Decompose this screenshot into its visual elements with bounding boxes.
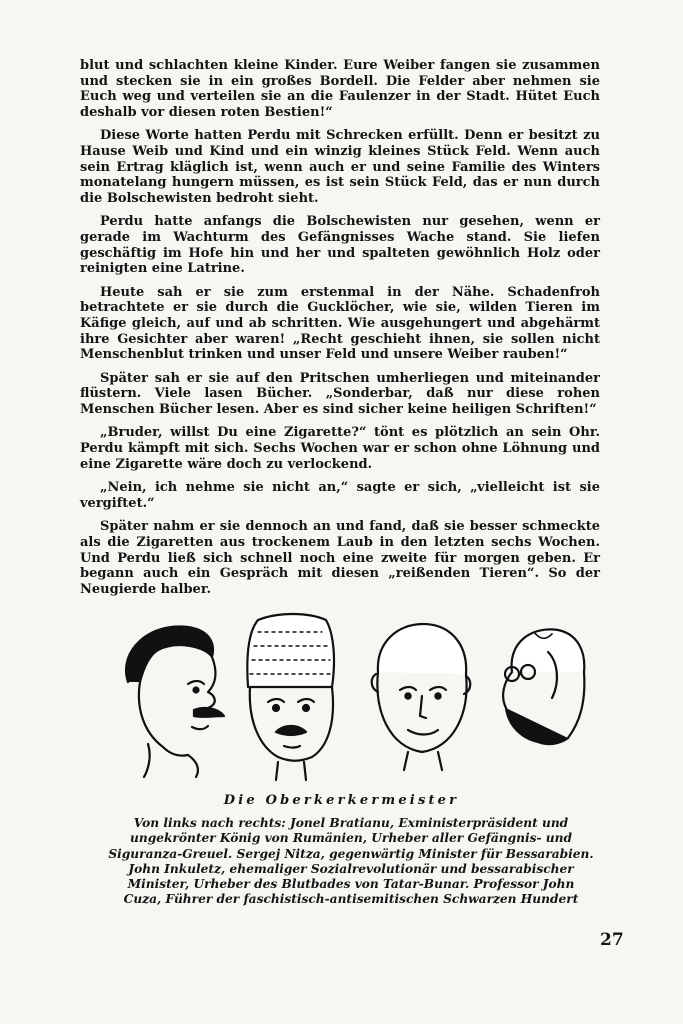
caricature-illustration <box>108 612 588 782</box>
caricature-nitza <box>247 614 334 780</box>
page-number: 27 <box>600 930 624 950</box>
caption-title: Die Oberkerkermeister <box>223 793 460 808</box>
caricature-cuza <box>503 629 584 744</box>
paragraph: Diese Worte hatten Perdu mit Schrecken erfüllt. Denn er besitzt zu Hause Weib und Kind und ein winzig kleines Stück Feld. Wenn auch sein Ertrag kläglich ist, wenn auch er und seine Familie des Winters monatelang hungern müssen, es ist sein Stück Feld, das er nun durch die Bolschewisten bedroht sieht. <box>80 128 600 206</box>
paragraph: Später sah er sie auf den Pritschen umherliegen und miteinander flüstern. Viele lasen Bücher. „Sonderbar, daß nur diese rohen Menschen Bücher lesen. Aber es sind sicher keine heiligen Schriften!“ <box>80 370 600 417</box>
paragraph: „Nein, ich nehme sie nicht an,“ sagte er sich, „vielleicht ist sie vergiftet.“ <box>80 480 600 511</box>
caricature-bratianu <box>126 626 224 777</box>
paragraph: „Bruder, willst Du eine Zigarette?“ tönt es plötzlich an sein Ohr. Perdu kämpft mit sich. Sechs Wochen war er schon ohne Löhnung und eine Zigarette wäre doch zu verlockend. <box>80 425 600 472</box>
article-body <box>80 58 600 605</box>
caption-text: Von links nach rechts: Jonel Bratianu, Exministerpräsident und ungekrönter König von Rumänien, Urheber aller Gefängnis- und Siguranza-Greuel. Sergej Nitza, gegenwärtig Minister für Bessarabien. John Inkuletz, ehemaliger Sozialrevolutionär und bessarabischer Minister, Urheber des Blutbades von Tatar-Bunar. Professor John Cuza, Führer der faschistisch-antisemitischen Schwarzen Hundert <box>108 816 594 907</box>
paragraph: Perdu hatte anfangs die Bolschewisten nur gesehen, wenn er gerade im Wachturm des Gefängnisses Wache stand. Sie liefen geschäftig im Hofe hin und her und spalteten gewöhnlich Holz oder reinigten eine Latrine. <box>80 214 600 277</box>
paragraph: blut und schlachten kleine Kinder. Eure Weiber fangen sie zusammen und stecken sie in ein großes Bordell. Die Felder aber nehmen sie Euch weg und verteilen sie an die Faulenzer in der Stadt. Hütet Euch deshalb vor diesen roten Bestien!“ <box>80 58 600 120</box>
caricature-inkuletz <box>372 624 471 770</box>
paragraph: Später nahm er sie dennoch an und fand, daß sie besser schmeckte als die Zigaretten aus trockenem Laub in den letzten sechs Wochen. Und Perdu ließ sich schnell noch eine zweite für morgen geben. Er begann auch ein Gespräch mit diesen „reißenden Tieren“. So der Neugierde halber. <box>80 519 600 597</box>
paragraph: Heute sah er sie zum erstenmal in der Nähe. Schadenfroh betrachtete er sie durch die Gucklöcher, wie sie, wilden Tieren im Käfige gleich, auf und ab schritten. Wie ausgehungert und abgehärmt ihre Gesichter aber waren! „Recht geschieht ihnen, sie sollen nicht Menschenblut trinken und unser Feld und unsere Weiber rauben!“ <box>80 284 600 363</box>
